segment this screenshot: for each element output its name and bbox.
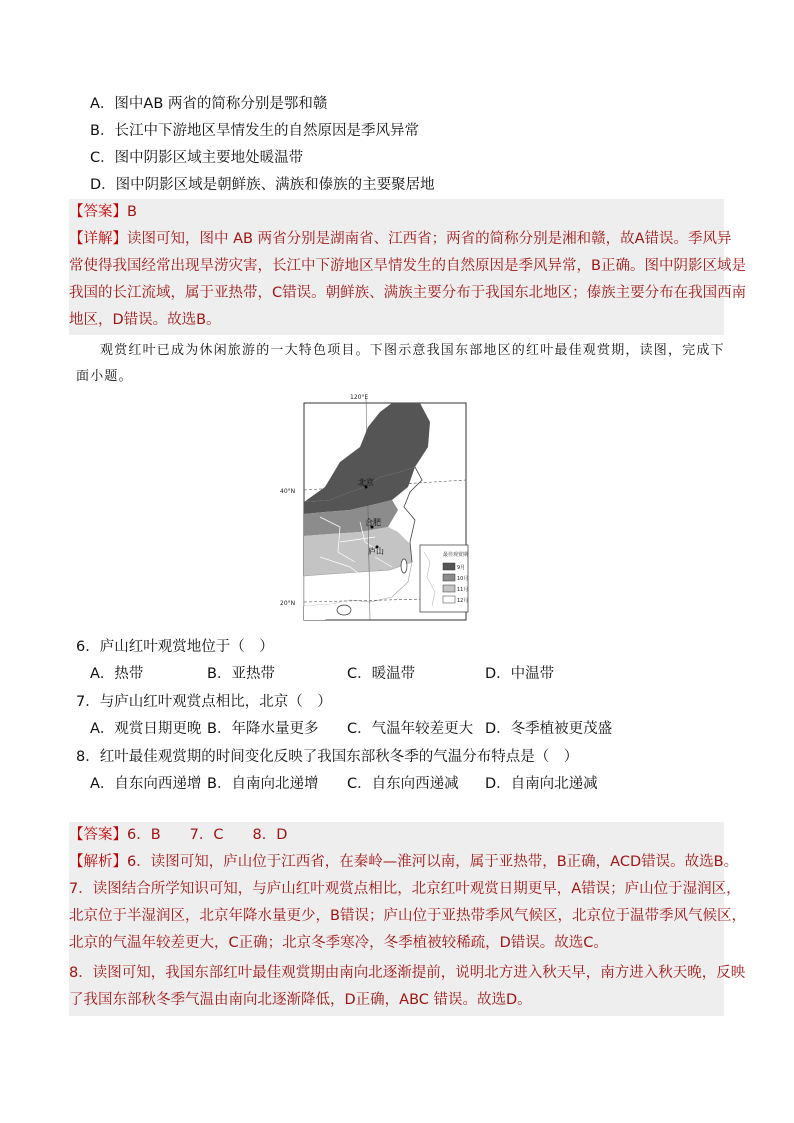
answer-box: [69, 199, 747, 335]
answer-value: 6．B 7．C 8．D: [127, 827, 288, 843]
legend-swatch: [443, 585, 455, 592]
question-option[interactable]: C．气温年较差更大: [347, 721, 474, 737]
analysis-tag: 【解析】: [69, 854, 127, 870]
legend-swatch: [443, 596, 455, 603]
answer-line: [69, 199, 137, 226]
question-option[interactable]: B．自南向北递增: [207, 776, 319, 792]
city-label: 合肥: [365, 518, 381, 527]
red-leaf-map: [280, 392, 470, 624]
question-stem: 8．红叶最佳观赏期的时间变化反映了我国东部秋冬季的气温分布特点是（ ）: [76, 749, 579, 765]
analysis-line: 了我国东部秋冬季气温由南向北逐渐降低，D正确，ABC 错误。故选D。: [69, 992, 532, 1008]
city-label: 北京: [358, 478, 374, 487]
intro-text: 面小题。: [76, 369, 133, 384]
question-option[interactable]: A．观赏日期更晚: [90, 721, 202, 737]
answer-line: [69, 822, 287, 849]
question-option[interactable]: A．自东向西递增: [90, 776, 202, 792]
detail-line: 常使得我国经常出现旱涝灾害，长江中下游地区旱情发生的自然原因是季风异常，B正确。图中阴影区域是: [69, 258, 746, 274]
question-option[interactable]: C．暖温带: [347, 666, 416, 682]
city-label: 庐山: [368, 547, 384, 556]
detail-text: 读图可知，图中 AB 两省分别是湖南省、江西省；两省的简称分别是湘和赣，故A错误。季风异: [127, 231, 732, 247]
option-line: D．图中阴影区域是朝鲜族、满族和傣族的主要聚居地: [90, 177, 435, 193]
analysis-line: 7．读图结合所学知识可知，与庐山红叶观赏点相比，北京红叶观赏日期更早，A错误；庐山位于湿润区，: [69, 881, 741, 897]
question-option[interactable]: D．自南向北递减: [485, 776, 598, 792]
question-option[interactable]: B．年降水量更多: [207, 721, 319, 737]
taiwan-island: [401, 559, 407, 573]
answer-box: [69, 822, 746, 1016]
analysis-line: 8．读图可知，我国东部红叶最佳观赏期由南向北逐渐提前，说明北方进入秋天早，南方进入秋天晚，反映: [69, 965, 746, 981]
question-stem: 6．庐山红叶观赏地位于（ ）: [76, 639, 274, 655]
analysis-line: [69, 849, 738, 876]
analysis-line: 北京的气温年较差更大，C正确；北京冬季寒冷，冬季植被较稀疏，D错误。故选C。: [69, 935, 608, 951]
detail-line: 地区，D错误。故选B。: [69, 312, 221, 328]
lat40-label: 40°N: [280, 488, 296, 495]
legend-label: 10月: [457, 576, 469, 582]
detail-line: [69, 226, 732, 253]
legend-label: 12月: [457, 598, 469, 604]
legend-label: 9月: [457, 565, 466, 571]
question-stem: 7．与庐山红叶观赏点相比，北京（ ）: [76, 694, 332, 710]
legend-swatch: [443, 563, 455, 570]
question-option[interactable]: D．中温带: [485, 666, 555, 682]
question-option[interactable]: C．自东向西递减: [347, 776, 459, 792]
question-option[interactable]: B．亚热带: [207, 666, 275, 682]
intro-text: 观赏红叶已成为休闲旅游的一大特色项目。下图示意我国东部地区的红叶最佳观赏期，读图，完成下: [100, 343, 725, 358]
option-line: B．长江中下游地区旱情发生的自然原因是季风异常: [90, 123, 419, 139]
detail-line: 我国的长江流域，属于亚热带，C错误。朝鲜族、满族主要分布于我国东北地区；傣族主要分布在我国西南: [69, 285, 747, 301]
answer-tag: 【答案】: [69, 827, 127, 843]
legend-label: 11月: [457, 587, 469, 593]
option-line: C．图中阴影区域主要地处暖温带: [90, 150, 304, 166]
question-option[interactable]: A．热带: [90, 666, 144, 682]
answer-value: B: [127, 204, 137, 220]
lon-label: 120°E: [350, 394, 369, 401]
lat20-label: 20°N: [280, 600, 296, 607]
legend-swatch: [443, 574, 455, 581]
option-line: A．图中AB 两省的简称分别是鄂和赣: [90, 96, 328, 112]
analysis-line: 北京位于半湿润区，北京年降水量更少，B错误；庐山位于亚热带季风气候区，北京位于温带季风气候区，: [69, 908, 746, 924]
detail-tag: 【详解】: [69, 231, 127, 247]
answer-tag: 【答案】: [69, 204, 127, 220]
question-option[interactable]: D．冬季植被更茂盛: [485, 721, 613, 737]
hainan-island: [337, 605, 351, 615]
legend-title: 最佳观赏期: [443, 552, 469, 558]
analysis-text: 6．读图可知，庐山位于江西省，在秦岭—淮河以南，属于亚热带，B正确，ACD错误。故选B。: [127, 854, 739, 870]
